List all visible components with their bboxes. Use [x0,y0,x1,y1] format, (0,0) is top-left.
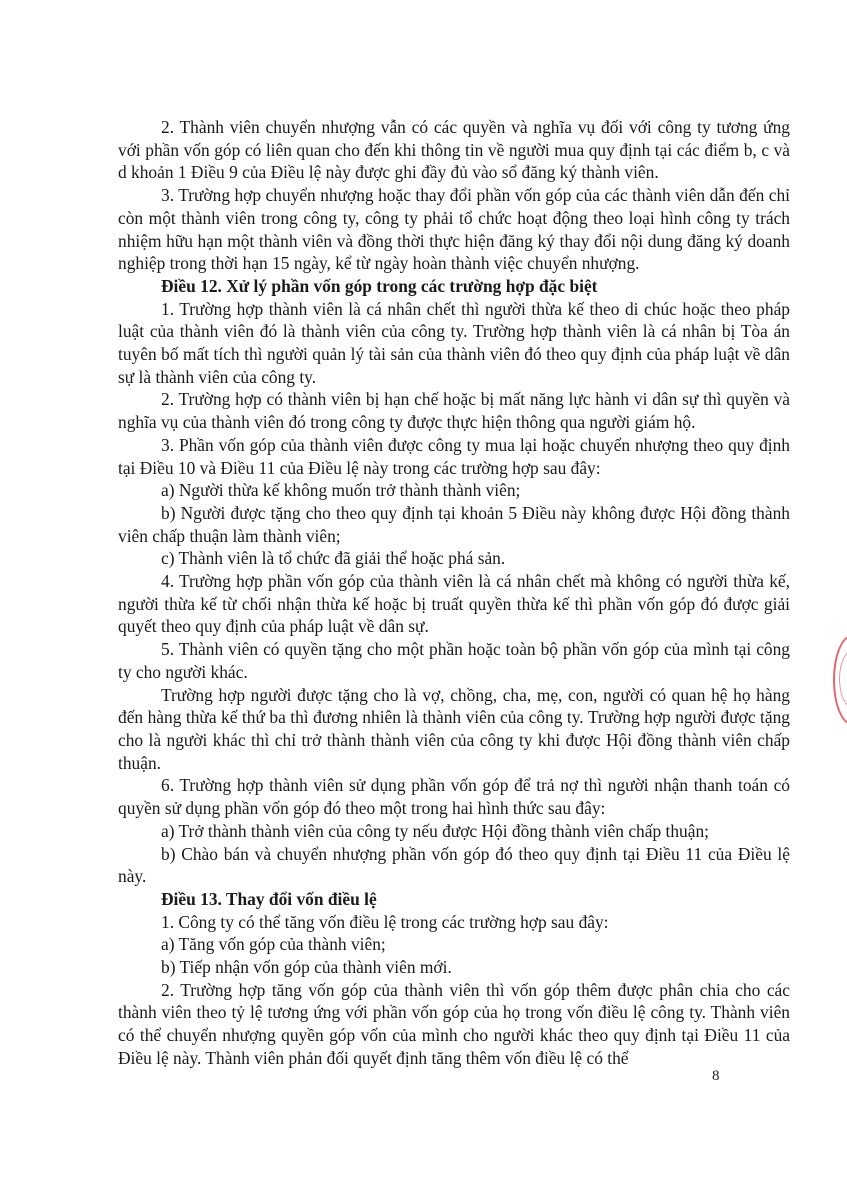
paragraph: 3. Phần vốn góp của thành viên được công ty mua lại hoặc chuyển nhượng theo quy định tại Điều 10 và Điều 11 của Điều lệ này trong các trường hợp sau đây: [118,434,790,478]
paragraph: 3. Trường hợp chuyển nhượng hoặc thay đổi phần vốn góp của các thành viên dẫn đến chỉ còn một thành viên trong công ty, công ty phải tổ chức hoạt động theo loại hình công ty trách nhiệm hữu hạn một thành viên và đồng thời thực hiện đăng ký thay đổi nội dung đăng ký doanh nghiệp trong thời hạn 15 ngày, kể từ ngày hoàn thành việc chuyển nhượng. [118,185,790,274]
paragraph: 2. Trường hợp có thành viên bị hạn chế hoặc bị mất năng lực hành vi dân sự thì quyền và nghĩa vụ của thành viên đó trong công ty được thực hiện thông qua người giám hộ. [118,389,790,433]
paragraph: Trường hợp người được tặng cho là vợ, chồng, cha, mẹ, con, người có quan hệ họ hàng đến hàng thừa kế thứ ba thì đương nhiên là thành viên của công ty. Trường hợp người được tặng cho là người khác thì chỉ trở thành thành viên của công ty khi được Hội đồng thành viên chấp thuận. [118,684,790,773]
document-body [118,116,790,1070]
paragraph: b) Chào bán và chuyển nhượng phần vốn góp đó theo quy định tại Điều 11 của Điều lệ này. [118,843,790,887]
paragraph: b) Tiếp nhận vốn góp của thành viên mới. [161,957,452,978]
paragraph: a) Trở thành thành viên của công ty nếu được Hội đồng thành viên chấp thuận; [161,820,709,841]
paragraph: 6. Trường hợp thành viên sử dụng phần vốn góp để trả nợ thì người nhận thanh toán có quyền sử dụng phần vốn góp đó theo một trong hai hình thức sau đây: [118,775,790,819]
paragraph: 1. Trường hợp thành viên là cá nhân chết thì người thừa kế theo di chúc hoặc theo pháp luật của thành viên đó là thành viên của công ty. Trường hợp thành viên là cá nhân bị Tòa án tuyên bố mất tích thì người quản lý tài sản của thành viên đó theo quy định của pháp luật về dân sự là thành viên của công ty. [118,298,790,387]
paragraph: 2. Thành viên chuyển nhượng vẫn có các quyền và nghĩa vụ đối với công ty tương ứng với phần vốn góp có liên quan cho đến khi thông tin về người mua quy định tại các điểm b, c và d khoản 1 Điều 9 của Điều lệ này được ghi đầy đủ vào sổ đăng ký thành viên. [118,117,790,183]
article-heading: Điều 13. Thay đổi vốn điều lệ [161,888,377,909]
paragraph: 1. Công ty có thể tăng vốn điều lệ trong các trường hợp sau đây: [161,911,609,932]
page-number: 8 [712,1068,720,1084]
paragraph: 4. Trường hợp phần vốn góp của thành viên là cá nhân chết mà không có người thừa kế, người thừa kế từ chối nhận thừa kế hoặc bị truất quyền thừa kế thì phần vốn góp đó được giải quyết theo quy định của pháp luật về dân sự. [118,571,790,637]
paragraph: a) Tăng vốn góp của thành viên; [161,934,386,955]
paragraph: b) Người được tặng cho theo quy định tại khoản 5 Điều này không được Hội đồng thành viên chấp thuận làm thành viên; [118,502,790,546]
article-heading: Điều 12. Xử lý phần vốn góp trong các trường hợp đặc biệt [161,275,598,296]
paragraph: 2. Trường hợp tăng vốn góp của thành viên thì vốn góp thêm được phân chia cho các thành viên theo tỷ lệ tương ứng với phần vốn góp của họ trong vốn điều lệ công ty. Thành viên có thể chuyển nhượng quyền góp vốn của mình cho người khác theo quy định tại Điều 11 của Điều lệ này. Thành viên phản đối quyết định tăng thêm vốn điều lệ có thể [118,979,790,1068]
paragraph: 5. Thành viên có quyền tặng cho một phần hoặc toàn bộ phần vốn góp của mình tại công ty cho người khác. [118,639,790,682]
paragraph: c) Thành viên là tổ chức đã giải thể hoặc phá sản. [161,548,506,569]
paragraph: a) Người thừa kế không muốn trở thành thành viên; [161,480,521,501]
